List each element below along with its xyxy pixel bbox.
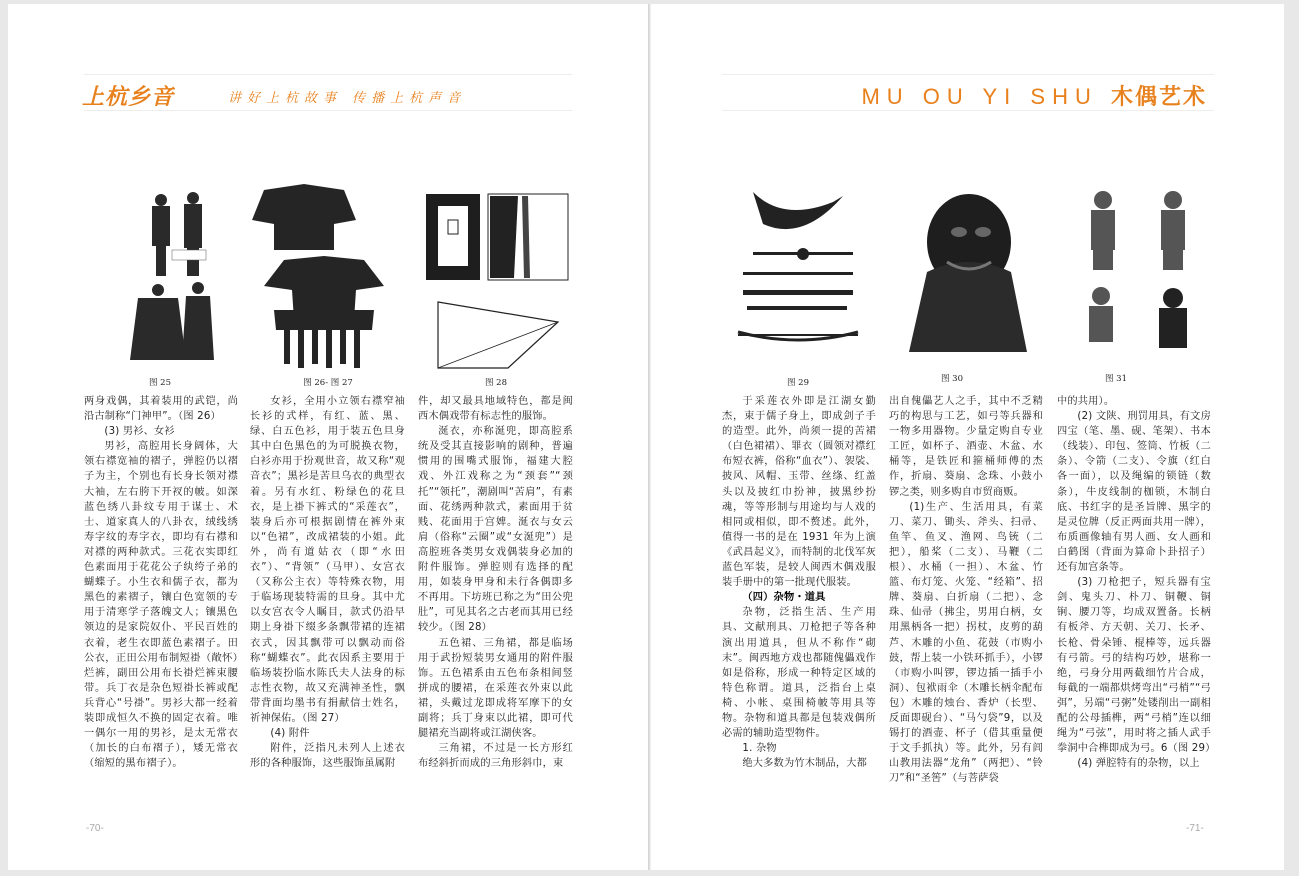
text-column-4 [722, 394, 876, 771]
paragraph: 于采莲衣外即是江湖女勤杰，束于儒子身上，即成剑子手的造型。此外，尚须一提的苦裙（白色裙裙）、罪衣（圆领对襟红布短衣裤，俗称“血衣”）、袈裟、披风、风帽、玉带、丝绦、红盖头以及披红巾扮神，披黑纱扮魂，等等形制与用途均与人戏的相同或相似，即不赘述。此外，值得一书的是在 1931 年为上演《武昌起义》，而特制的北伐军灰蓝色军装，是较人闽西木偶戏服装手册中的第一批现代服装。 [722, 396, 876, 589]
paragraph: (2) 文陕、刑罚用具，有文房四宝（笔、墨、砚、笔架）、书本（线装）、印包、签筒、竹板（二条）、令箭（二支）、令旗（红白各一面），以及绳编的锁链（数条），牛皮线制的枷锁，木制白底、书红字的是圣旨牌、黑字的是灵位牌（反正两面共用一牌），布质画像轴有男人画、女人画和白鹤图（背面为算命卜卦招子）还有加宫条等。 [1057, 411, 1211, 574]
paragraph: 件，却又最具地域特色，都是闽西木偶戏带有标志性的服饰。 [418, 396, 573, 423]
paragraph: 女衫，全用小立领右襟窄袖长衫的式样，有红、蓝、黑、绿、白五色衫，用于装五色旦身其中白色黑色的为可脱换衣物，白衫亦用于扮观世音，故又称“观音衣”；黑衫是苦旦乌衣的典型衣着。另有水红、粉绿色的花旦衣，是上褂下裤式的“采莲衣”，装身后亦可根据剧情在裤外束以“色裙”，改成裙装的小姐。此外，尚有道姑衣（即“水田衣”）、“背领”（马甲）、女宫衣（又称公主衣）等特殊衣物，用于临场现装特需的旦身。其中尤以女宫衣令人瞩目，款式仍沿早期上身褂下缀多条飘带裙的连裙衣式，因其飘带可以飘动而俗称“蝴蝶衣”。此衣因系主要用于临场装扮临水陈氏夫人法身的标志性衣物，故又充满神圣性，飘带背面均墨书有捐献信士姓名，祈神保佑。（图 27） [250, 396, 405, 724]
paragraph: 杂物，泛指生活、生产用具、文献刑具、刀枪把子等各种演出用道具，但从不称作“砌末”。闽西地方戏也都随傀儡戏作如是俗称，形成一种特定区域的特色称谓。道具，泛指台上桌椅、小帐、桌围椅帔等用具等物。杂物和道具都是包装戏偶所必需的辅助造型物件。 [722, 607, 876, 740]
figure-31-caption: 图 31 [1104, 374, 1128, 384]
paragraph: (4) 弹腔特有的杂物，以上 [1077, 758, 1200, 770]
figure-25-image [88, 170, 234, 370]
paragraph: 男衫，高腔用长身阔体，大领右襟宽袖的褶子，弹腔仍以褶子为主，个别也有长身长领对襟大袖，左右胯下开衩的帔。如深蓝色绣八卦纹专用于谋士、术士、道家真人的八卦衣，绒线绣寿字纹的寿字衣，即均有右襟和对襟的两种款式。三花衣实即红色素面用于花花公子纨绔子弟的蝴蝶子。小生衣和儒子衣，都为黑色的素褶子，镶白色宽领的专用于清寒学子落魄文人；镶黑色领边的是家院奴仆、平民百姓的衣着，老生衣即蓝色素褶子。田公衣，正田公用布制短褂（敞怀）烂裤，副田公用布长褂烂裤束腰带。兵丁衣是杂色短褂长裤或配兵背心“号褂”。男衫大都一经着装即成恒久不换的固定衣着。唯一偶尔一用的男衫，是太无常衣（加长的白布褶子），矮无常衣（缩短的黑布褶子）。 [84, 441, 238, 770]
figure-26-27-image [244, 170, 404, 370]
paragraph: (4) 附件 [270, 728, 310, 740]
paragraph: (3) 刀枪把子，短兵器有宝剑、鬼头刀、朴刀、铜鞭、铜锏、腰刀等，均成双置备。长柄有板斧、方天朝、关刀、长矛、长枪、骨朵锤、棍棒等，远兵器有弓箭。弓的结构巧妙，堪称一绝，弓身分用两截细竹片合成，每截的一端都烘烤弯出“弓梢”“弓弭”，另端“弓粥”处镂削出一副相配的公母插榫，两“弓梢”连以细绳为“弓弦”，用时将之插人武手拳洞中合榫即成为弓。6（图 29） [1057, 577, 1216, 755]
figure-29-caption: 图 29 [786, 378, 810, 388]
paragraph: 1. 杂物 [742, 743, 777, 755]
figure-28-caption: 图 28 [484, 378, 508, 388]
text-column-6 [1057, 394, 1216, 771]
section-title-chinese: 木偶艺术 [1110, 85, 1207, 110]
paragraph: 三角裙，不过是一长方形红布经斜折而成的三角形斜巾，束 [418, 743, 573, 770]
header-rule-top-right [722, 74, 1214, 75]
page-number-right: -71- [1186, 823, 1204, 834]
figure-28-image [418, 172, 574, 372]
figure-29-image [723, 172, 873, 368]
paragraph: 出自傀儡艺人之手，其中不乏精巧的构思与工艺，如弓等兵器和一物多用器物。少量定购自专业工匠，如杯子、酒壶、木盆、水桶等，是铁匠和箍桶师傅的杰作，折扇、葵扇、念珠、小鼓小锣之类，则多购自市贸商贩。 [889, 396, 1043, 498]
section-title-latin: MU OU YI SHU [861, 84, 1098, 109]
paragraph: 绝大多数为竹木制品，大都 [742, 758, 868, 770]
paragraph: (1)生产、生活用具，有菜刀、菜刀、锄头、斧头、扫帚、鱼竿、鱼叉、渔网、鸟铳（二把），船桨（二支）、马鞭（二根）、水桶（一担）、木盆、竹篮、布灯笼、火笼、“经箱”、招牌、葵扇、白折扇（二把）、念珠、仙帚（拂尘，男用白柄，女用黑柄各一把）拐杖，皮剪的葫芦、木雕的小鱼、花鼓（市购小鼓，帮上装一小铁环抓手），小锣（市购小叫锣，锣边插一插手小洞）、包袱雨伞（木雕长柄伞配布包）木雕的烛台、香炉（长型、反面即砚台）、“马勺袋”9，以及锡打的酒壶、杯子（借其重量便于文手抓执）等。此外，另有闾山教用法器“龙角”（两把）、“铃刀”和“圣筶”（与菩萨袋 [889, 501, 1043, 785]
figure-25-caption: 图 25 [148, 378, 172, 388]
text-column-5 [889, 394, 1043, 786]
figure-31-image [1055, 172, 1213, 362]
paragraph: 附件，泛指凡未列人上述衣形的各种服饰，这些服饰虽属附 [250, 743, 405, 770]
paragraph: 五色裙、三角裙，都是临场用于武扮短装男女通用的附件服饰。五色裙系由五色布条相间竖拼成的腰裙，在采莲衣外束以此裙，头戴过龙即成将军摩下的女副将；兵丁身束以此裙，即可代腿裙充当副将或江湖侠客。 [418, 637, 573, 740]
magazine-logo: 上杭乡音 [82, 84, 175, 110]
text-column-2 [250, 394, 405, 771]
paragraph: 涎衣，亦称涎兜，即高腔系统及受其直接影响的剧种，普遍惯用的围嘴式服饰，福建大腔戏、外江戏称之为“颈套”“颈托”“领托”，潮剧叫“苦肩”，有素面、花绣两种款式，素面用于贫贱、花面用于宫婢。涎衣与女云肩（俗称“云圈”或“女涎兜”）是高腔班各类男女戏偶装身必加的附件服饰。弹腔则有选择的配用，如装身甲身和未行各偶即多不再用。下坊班已称之为“田公兜肚”，可见其名之古老而其用已经较少。（图 28） [418, 426, 573, 634]
paragraph: 中的共用）。 [1057, 396, 1115, 407]
text-column-3 [418, 394, 573, 771]
section-heading: （四）杂物・道具 [742, 592, 826, 604]
figure-30-image [887, 172, 1047, 362]
paragraph: 两身戏偶，其着装用的武铠，尚沿古制称“门神甲”。（图 26） [84, 396, 238, 423]
text-column-1 [84, 394, 238, 771]
page-number-left: -70- [86, 823, 104, 834]
header-slogan: 讲好上杭故事 传播上杭声音 [228, 91, 467, 106]
figure-26-27-caption: 图 26- 图 27 [303, 378, 353, 388]
paragraph: (3) 男衫、女衫 [104, 426, 175, 438]
figure-30-caption: 图 30 [940, 374, 964, 384]
section-title [861, 80, 1207, 111]
header-rule-top [84, 74, 572, 75]
